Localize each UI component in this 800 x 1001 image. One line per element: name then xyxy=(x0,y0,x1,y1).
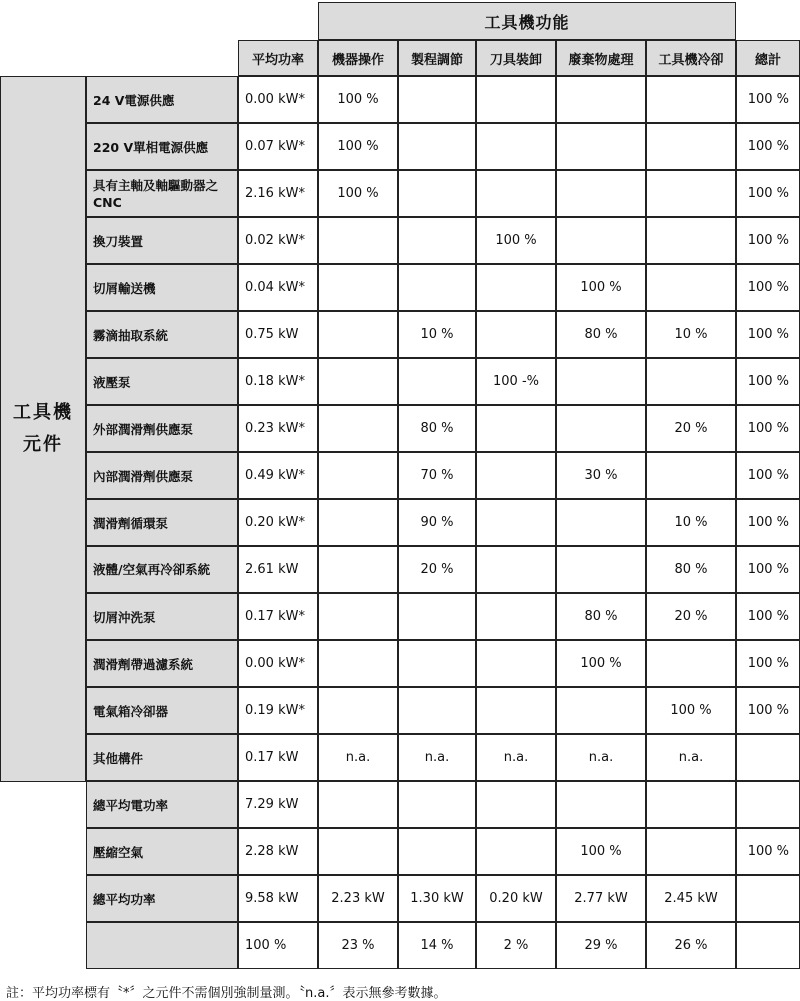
column-header-total: 總計 xyxy=(736,40,800,76)
row-label: 總平均功率 xyxy=(86,875,238,922)
row-label: 切屑沖洗泵 xyxy=(86,593,238,640)
row-label: 換刀裝置 xyxy=(86,217,238,264)
component-side-label xyxy=(0,76,86,782)
cell-machine-cooling xyxy=(646,76,736,123)
column-header-waste-handling: 廢棄物處理 xyxy=(556,40,646,76)
cell-waste-handling xyxy=(556,405,646,452)
cell-machine-operation xyxy=(318,311,398,358)
row-label: 其他構件 xyxy=(86,734,238,781)
row-label: 總平均電功率 xyxy=(86,781,238,828)
cell-average-power: 0.02 kW* xyxy=(238,217,318,264)
cell-waste-handling: 100 % xyxy=(556,828,646,875)
cell-tool-change xyxy=(476,546,556,593)
cell-machine-operation xyxy=(318,217,398,264)
row-label: 切屑輸送機 xyxy=(86,264,238,311)
component-side-label-text: 工具機 元件 xyxy=(13,402,73,455)
cell-machine-operation xyxy=(318,546,398,593)
cell-process-adjustment xyxy=(398,828,476,875)
cell-process-adjustment: 20 % xyxy=(398,546,476,593)
cell-average-power: 9.58 kW xyxy=(238,875,318,922)
cell-machine-operation xyxy=(318,687,398,734)
cell-process-adjustment: 14 % xyxy=(398,922,476,969)
cell-machine-operation xyxy=(318,452,398,499)
cell-waste-handling: 2.77 kW xyxy=(556,875,646,922)
cell-total xyxy=(736,781,800,828)
cell-total: 100 % xyxy=(736,499,800,546)
cell-total: 100 % xyxy=(736,358,800,405)
cell-machine-cooling xyxy=(646,781,736,828)
cell-machine-operation xyxy=(318,640,398,687)
cell-process-adjustment xyxy=(398,123,476,170)
cell-machine-operation xyxy=(318,781,398,828)
cell-process-adjustment xyxy=(398,640,476,687)
cell-waste-handling xyxy=(556,170,646,217)
cell-total: 100 % xyxy=(736,593,800,640)
cell-machine-cooling: 100 % xyxy=(646,687,736,734)
cell-tool-change xyxy=(476,640,556,687)
cell-average-power: 100 % xyxy=(238,922,318,969)
row-label: 內部潤滑劑供應泵 xyxy=(86,452,238,499)
column-header-machine-operation: 機器操作 xyxy=(318,40,398,76)
cell-total xyxy=(736,734,800,781)
cell-average-power: 0.00 kW* xyxy=(238,640,318,687)
row-label xyxy=(86,922,238,969)
cell-average-power: 0.18 kW* xyxy=(238,358,318,405)
cell-total xyxy=(736,922,800,969)
cell-machine-cooling: 10 % xyxy=(646,311,736,358)
cell-average-power: 0.00 kW* xyxy=(238,76,318,123)
cell-waste-handling xyxy=(556,546,646,593)
row-label: 潤滑劑循環泵 xyxy=(86,499,238,546)
cell-total: 100 % xyxy=(736,687,800,734)
cell-tool-change xyxy=(476,687,556,734)
cell-machine-operation: n.a. xyxy=(318,734,398,781)
cell-total: 100 % xyxy=(736,123,800,170)
cell-process-adjustment xyxy=(398,781,476,828)
column-header-tool-change: 刀具裝卸 xyxy=(476,40,556,76)
cell-average-power: 0.04 kW* xyxy=(238,264,318,311)
cell-average-power: 0.19 kW* xyxy=(238,687,318,734)
cell-total: 100 % xyxy=(736,640,800,687)
row-label: 24 V電源供應 xyxy=(86,76,238,123)
cell-machine-operation: 100 % xyxy=(318,76,398,123)
cell-total: 100 % xyxy=(736,311,800,358)
cell-total: 100 % xyxy=(736,217,800,264)
row-label: 具有主軸及軸驅動器之CNC xyxy=(86,170,238,217)
cell-process-adjustment: 1.30 kW xyxy=(398,875,476,922)
cell-machine-cooling xyxy=(646,358,736,405)
row-label: 外部潤滑劑供應泵 xyxy=(86,405,238,452)
cell-tool-change xyxy=(476,123,556,170)
cell-total: 100 % xyxy=(736,452,800,499)
cell-total: 100 % xyxy=(736,76,800,123)
column-header-average-power: 平均功率 xyxy=(238,40,318,76)
cell-waste-handling: n.a. xyxy=(556,734,646,781)
cell-process-adjustment: n.a. xyxy=(398,734,476,781)
footnote: 註：平均功率標有〝*〞之元件不需個別強制量測。〝n.a.〞表示無參考數據。 xyxy=(6,986,447,1001)
row-label: 液體/空氣再冷卻系統 xyxy=(86,546,238,593)
row-label: 霧滴抽取系統 xyxy=(86,311,238,358)
cell-average-power: 2.61 kW xyxy=(238,546,318,593)
cell-machine-cooling xyxy=(646,217,736,264)
cell-average-power: 0.07 kW* xyxy=(238,123,318,170)
column-header-process-adjustment: 製程調節 xyxy=(398,40,476,76)
column-header-machine-cooling: 工具機冷卻 xyxy=(646,40,736,76)
cell-machine-operation xyxy=(318,828,398,875)
cell-tool-change xyxy=(476,264,556,311)
cell-average-power: 0.20 kW* xyxy=(238,499,318,546)
row-label: 壓縮空氣 xyxy=(86,828,238,875)
cell-tool-change: 2 % xyxy=(476,922,556,969)
cell-waste-handling: 100 % xyxy=(556,264,646,311)
cell-tool-change: 0.20 kW xyxy=(476,875,556,922)
cell-total: 100 % xyxy=(736,405,800,452)
cell-tool-change: 100 -% xyxy=(476,358,556,405)
cell-tool-change: n.a. xyxy=(476,734,556,781)
cell-machine-cooling: 2.45 kW xyxy=(646,875,736,922)
row-label: 液壓泵 xyxy=(86,358,238,405)
cell-process-adjustment xyxy=(398,76,476,123)
cell-tool-change xyxy=(476,311,556,358)
cell-process-adjustment xyxy=(398,264,476,311)
cell-machine-operation xyxy=(318,358,398,405)
cell-process-adjustment: 80 % xyxy=(398,405,476,452)
cell-waste-handling xyxy=(556,217,646,264)
cell-machine-operation: 100 % xyxy=(318,170,398,217)
cell-waste-handling xyxy=(556,687,646,734)
cell-waste-handling: 100 % xyxy=(556,640,646,687)
cell-waste-handling: 80 % xyxy=(556,593,646,640)
cell-waste-handling xyxy=(556,358,646,405)
cell-average-power: 0.23 kW* xyxy=(238,405,318,452)
cell-machine-cooling xyxy=(646,170,736,217)
cell-machine-operation: 2.23 kW xyxy=(318,875,398,922)
cell-tool-change xyxy=(476,452,556,499)
cell-waste-handling: 80 % xyxy=(556,311,646,358)
cell-machine-operation xyxy=(318,593,398,640)
cell-process-adjustment: 10 % xyxy=(398,311,476,358)
cell-total: 100 % xyxy=(736,264,800,311)
cell-total: 100 % xyxy=(736,828,800,875)
cell-process-adjustment xyxy=(398,217,476,264)
cell-machine-operation xyxy=(318,499,398,546)
cell-waste-handling: 29 % xyxy=(556,922,646,969)
cell-machine-cooling: 80 % xyxy=(646,546,736,593)
cell-average-power: 7.29 kW xyxy=(238,781,318,828)
cell-waste-handling xyxy=(556,781,646,828)
cell-machine-cooling: 20 % xyxy=(646,593,736,640)
cell-tool-change xyxy=(476,170,556,217)
cell-machine-cooling xyxy=(646,264,736,311)
row-label: 電氣箱冷卻器 xyxy=(86,687,238,734)
cell-machine-cooling xyxy=(646,123,736,170)
cell-machine-cooling xyxy=(646,452,736,499)
cell-total: 100 % xyxy=(736,170,800,217)
cell-waste-handling: 30 % xyxy=(556,452,646,499)
cell-machine-cooling xyxy=(646,828,736,875)
cell-average-power: 0.49 kW* xyxy=(238,452,318,499)
row-label: 220 V單相電源供應 xyxy=(86,123,238,170)
cell-tool-change xyxy=(476,499,556,546)
cell-waste-handling xyxy=(556,499,646,546)
cell-waste-handling xyxy=(556,123,646,170)
cell-tool-change xyxy=(476,405,556,452)
cell-process-adjustment xyxy=(398,170,476,217)
cell-tool-change xyxy=(476,828,556,875)
cell-total xyxy=(736,875,800,922)
cell-machine-cooling xyxy=(646,640,736,687)
cell-total: 100 % xyxy=(736,546,800,593)
cell-machine-cooling: 20 % xyxy=(646,405,736,452)
cell-machine-operation xyxy=(318,405,398,452)
cell-machine-operation: 100 % xyxy=(318,123,398,170)
cell-average-power: 0.75 kW xyxy=(238,311,318,358)
cell-average-power: 2.28 kW xyxy=(238,828,318,875)
cell-machine-operation xyxy=(318,264,398,311)
row-label: 潤滑劑帶過濾系統 xyxy=(86,640,238,687)
cell-process-adjustment xyxy=(398,593,476,640)
cell-machine-cooling: 26 % xyxy=(646,922,736,969)
cell-machine-cooling: n.a. xyxy=(646,734,736,781)
cell-process-adjustment xyxy=(398,687,476,734)
cell-waste-handling xyxy=(556,76,646,123)
cell-average-power: 0.17 kW* xyxy=(238,593,318,640)
cell-tool-change xyxy=(476,76,556,123)
cell-average-power: 0.17 kW xyxy=(238,734,318,781)
cell-process-adjustment: 90 % xyxy=(398,499,476,546)
cell-process-adjustment xyxy=(398,358,476,405)
function-group-title: 工具機功能 xyxy=(318,2,736,40)
cell-tool-change: 100 % xyxy=(476,217,556,264)
cell-average-power: 2.16 kW* xyxy=(238,170,318,217)
cell-machine-cooling: 10 % xyxy=(646,499,736,546)
cell-tool-change xyxy=(476,781,556,828)
cell-tool-change xyxy=(476,593,556,640)
cell-process-adjustment: 70 % xyxy=(398,452,476,499)
cell-machine-operation: 23 % xyxy=(318,922,398,969)
